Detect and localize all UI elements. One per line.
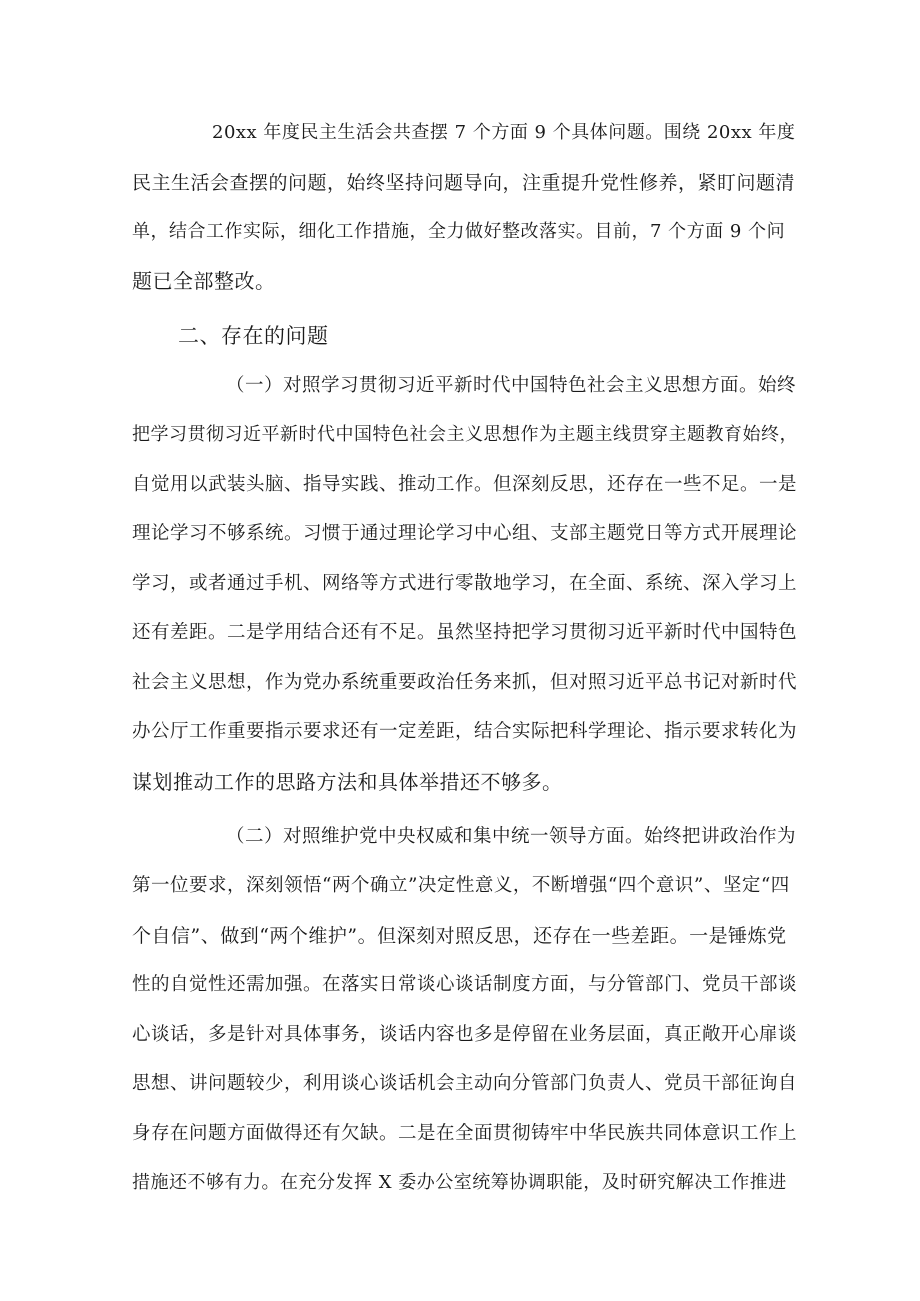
part1-line-8: 办公厅工作重要指示要求还有一定差距，结合实际把科学理论、指示要求转化为 — [132, 721, 798, 742]
part2-line-3: 个自信”、做到“两个维护”。但深刻对照反思，还存在一些差距。一是锤炼党 — [132, 925, 787, 947]
part1-line-5: 学习，或者通过手机、网络等方式进行零散地学习，在全面、系统、深入学习上 — [132, 573, 798, 594]
part2-line-8: 措施还不够有力。在充分发挥 X 委办公室统筹协调职能，及时研究解决工作推进 — [132, 1172, 787, 1193]
intro-line-2: 民主生活会查摆的问题，始终坚持问题导向，注重提升党性修养，紧盯问题清 — [132, 172, 796, 194]
part1-line-4: 理论学习不够系统。习惯于通过理论学习中心组、支部主题党日等方式开展理论 — [132, 523, 798, 544]
part2-line-4: 性的自觉性还需加强。在落实日常谈心谈话制度方面，与分管部门、党员干部谈 — [132, 974, 798, 995]
part2-line-6: 思想、讲问题较少，利用谈心谈话机会主动向分管部门负责人、党员干部征询自 — [132, 1073, 798, 1094]
part1-line-9: 谋划推动工作的思路方法和具体举措还不够多。 — [132, 770, 563, 794]
intro-line-3: 单，结合工作实际，细化工作措施，全力做好整改落实。目前，7 个方面 9 个问 — [132, 221, 786, 242]
part1-line-7: 社会主义思想，作为党办系统重要政治任务来抓，但对照习近平总书记对新时代 — [132, 672, 798, 693]
intro-line-1: 20xx 年度民主生活会共查摆 7 个方面 9 个具体问题。围绕 20xx 年度 — [212, 122, 796, 143]
section-heading: 二、存在的问题 — [178, 324, 329, 348]
intro-line-4: 题已全部整改。 — [132, 269, 276, 293]
part2-line-1: （二）对照维护党中央权威和集中统一领导方面。始终把讲政治作为 — [226, 826, 797, 847]
part2-line-5: 心谈话，多是针对具体事务，谈话内容也多是停留在业务层面，真正敞开心扉谈 — [132, 1024, 798, 1045]
part2-line-7: 身存在问题方面做得还有欠缺。二是在全面贯彻铸牢中华民族共同体意识工作上 — [132, 1123, 798, 1144]
part1-line-3: 自觉用以武装头脑、指导实践、推动工作。但深刻反思，还存在一些不足。一是 — [132, 474, 798, 495]
part1-line-2: 把学习贯彻习近平新时代中国特色社会主义思想作为主题主线贯穿主题教育始终， — [132, 424, 798, 445]
part1-line-6: 还有差距。二是学用结合还有不足。虽然坚持把学习贯彻习近平新时代中国特色 — [132, 622, 798, 643]
part1-line-1: （一）对照学习贯彻习近平新时代中国特色社会主义思想方面。始终 — [226, 375, 797, 396]
part2-line-2: 第一位要求，深刻领悟“两个确立”决定性意义，不断增强“四个意识”、坚定“四 — [132, 875, 790, 896]
